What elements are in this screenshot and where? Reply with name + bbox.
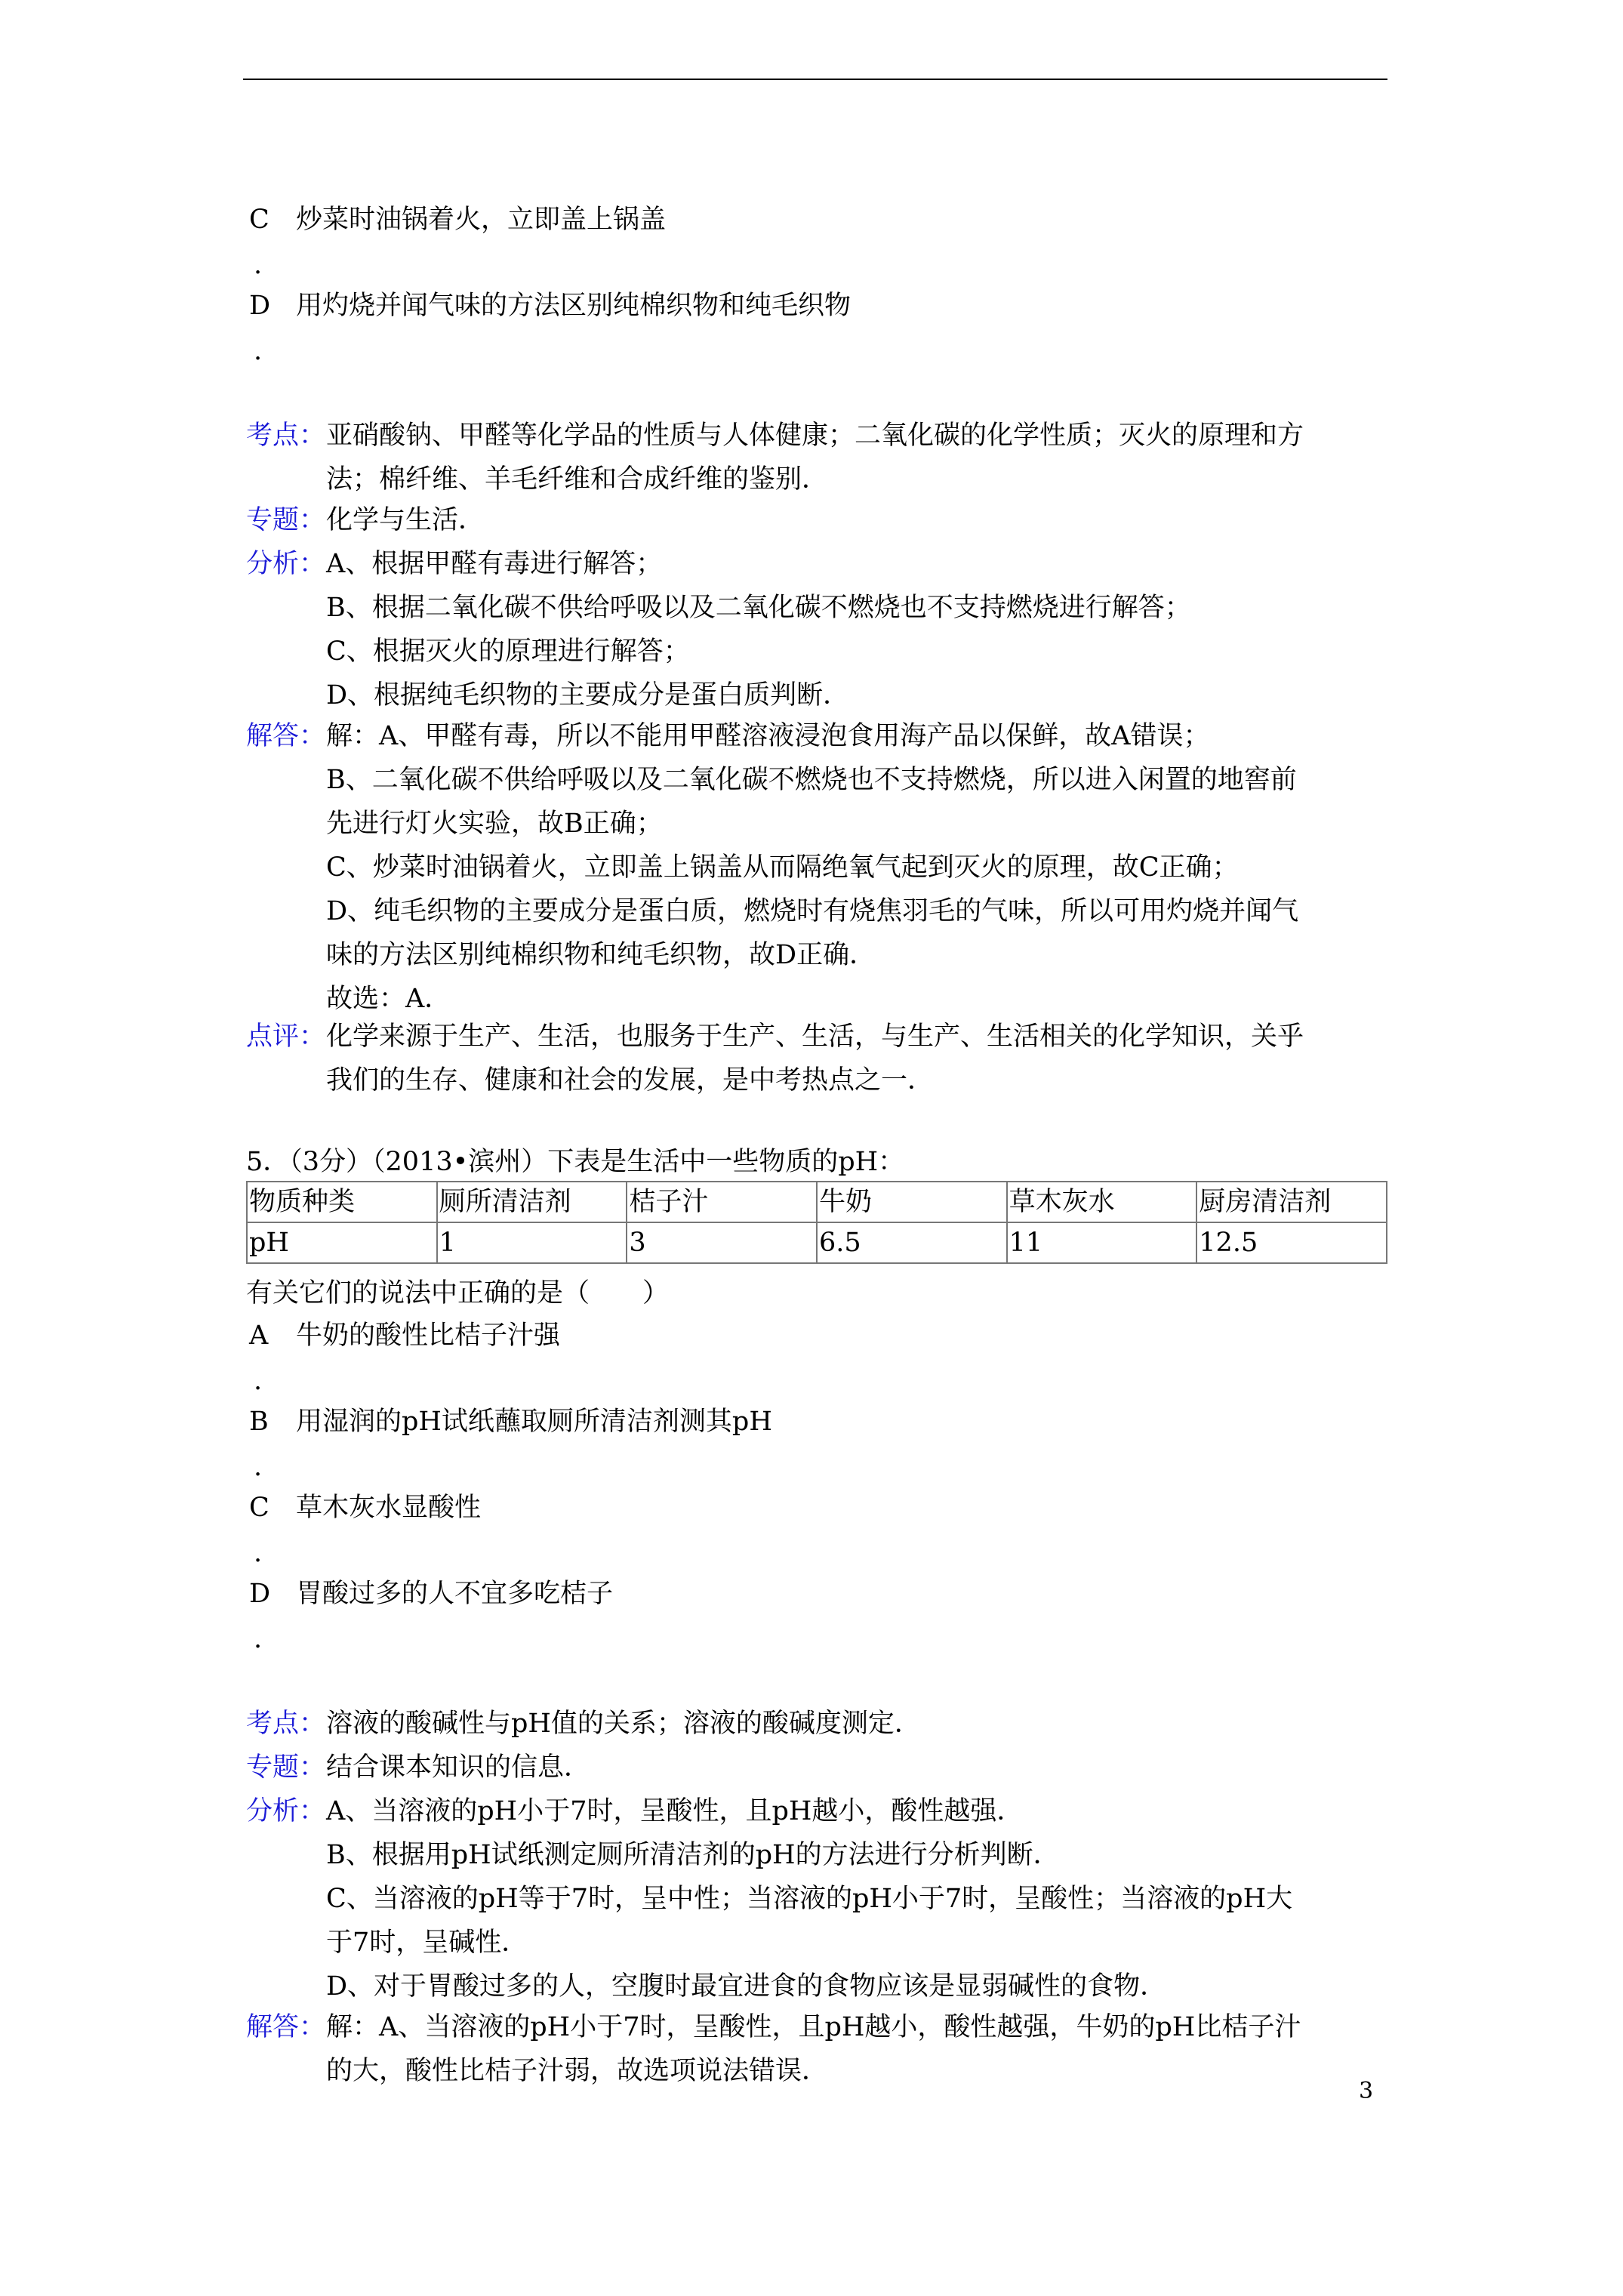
field-line: B、根据用pH试纸测定厕所清洁剂的pH的方法进行分析判断．	[326, 1840, 1060, 1870]
field-line: C、当溶液的pH等于7时，呈中性；当溶液的pH小于7时，呈酸性；当溶液的pH大	[326, 1884, 1293, 1914]
q4-zhuanti	[246, 498, 1394, 542]
field-line: 先进行灯火实验，故B正确；	[326, 809, 663, 839]
q4-option-c	[249, 198, 666, 242]
q5-title: 5．（3分）（2013•滨州）下表是生活中一些物质的pH：	[246, 1147, 905, 1177]
field-line: A、根据甲醛有毒进行解答；	[326, 549, 663, 579]
table-cell: 厨房清洁剂	[1196, 1182, 1387, 1222]
option-dot: .	[254, 250, 263, 280]
field-label: 解答：	[246, 2012, 326, 2042]
field-line: D、对于胃酸过多的人，空腹时最宜进食的食物应该是显弱碱性的食物．	[326, 1971, 1167, 2002]
q5-option-a	[249, 1314, 560, 1358]
option-dot: .	[254, 1366, 263, 1396]
table-cell: pH	[247, 1222, 437, 1263]
table-cell: 11	[1007, 1222, 1197, 1263]
field-line: 亚硝酸钠、甲醛等化学品的性质与人体健康；二氧化碳的化学性质；灭火的原理和方	[326, 421, 1304, 451]
q4-dianping	[246, 1015, 1394, 1102]
field-line: 解：A、甲醛有毒，所以不能用甲醛溶液浸泡食用海产品以保鲜，故A错误；	[326, 721, 1210, 751]
table-row	[247, 1222, 1387, 1263]
field-line: 化学来源于生产、生活，也服务于生产、生活，与生产、生活相关的化学知识，关乎	[326, 1022, 1304, 1052]
table-cell: 厕所清洁剂	[437, 1182, 627, 1222]
option-letter: A	[249, 1321, 269, 1351]
option-text: 牛奶的酸性比桔子汁强	[296, 1321, 561, 1351]
field-label: 专题：	[246, 505, 326, 535]
q5-option-c	[249, 1486, 481, 1530]
option-text: 用灼烧并闻气味的方法区别纯棉织物和纯毛织物	[296, 291, 852, 321]
table-cell: 12.5	[1196, 1222, 1387, 1263]
field-label: 分析：	[246, 549, 326, 579]
table-header-row	[247, 1182, 1387, 1222]
header-rule	[243, 79, 1387, 80]
table-cell: 3	[627, 1222, 817, 1263]
option-text: 草木灰水显酸性	[296, 1493, 482, 1523]
field-line: 味的方法区别纯棉织物和纯毛织物，故D正确．	[326, 940, 876, 970]
q4-kaodian	[246, 414, 1394, 501]
option-letter: C	[249, 205, 269, 235]
field-label: 专题：	[246, 1752, 326, 1783]
option-text: 胃酸过多的人不宜多吃桔子	[296, 1579, 614, 1609]
q5-zhuanti	[246, 1746, 1394, 1789]
table-cell: 物质种类	[247, 1182, 437, 1222]
field-line: 故选：A．	[326, 984, 451, 1014]
option-dot: .	[254, 1624, 263, 1654]
option-text: 用湿润的pH试纸蘸取厕所清洁剂测其pH	[296, 1407, 772, 1437]
option-dot: .	[254, 1538, 263, 1568]
option-letter: B	[249, 1407, 269, 1437]
field-line: A、当溶液的pH小于7时，呈酸性，且pH越小，酸性越强．	[326, 1796, 1024, 1826]
field-line: C、炒菜时油锅着火，立即盖上锅盖从而隔绝氧气起到灭火的原理，故C正确；	[326, 852, 1239, 883]
table-cell: 6.5	[817, 1222, 1007, 1263]
option-letter: D	[249, 1579, 271, 1609]
field-line: D、纯毛织物的主要成分是蛋白质，燃烧时有烧焦羽毛的气味，所以可用灼烧并闻气	[326, 896, 1299, 926]
field-line: 法；棉纤维、羊毛纤维和合成纤维的鉴别．	[326, 464, 829, 495]
q4-option-d	[249, 284, 851, 328]
q5-jieda	[246, 2005, 1394, 2093]
field-line: C、根据灭火的原理进行解答；	[326, 636, 690, 667]
field-line: 化学与生活．	[326, 505, 485, 535]
field-line: B、二氧化碳不供给呼吸以及二氧化碳不燃烧也不支持燃烧，所以进入闲置的地窖前	[326, 765, 1297, 795]
table-cell: 桔子汁	[627, 1182, 817, 1222]
field-label: 考点：	[246, 1709, 326, 1739]
q5-kaodian	[246, 1702, 1394, 1746]
option-letter: D	[249, 291, 271, 321]
field-line: 于7时，呈碱性．	[326, 1928, 528, 1958]
q5-option-b	[249, 1400, 772, 1444]
field-label: 分析：	[246, 1796, 326, 1826]
table-cell: 牛奶	[817, 1182, 1007, 1222]
field-label: 点评：	[246, 1022, 326, 1052]
option-dot: .	[254, 1452, 263, 1482]
option-dot: .	[254, 336, 263, 366]
q5-fenxi	[246, 1789, 1394, 2008]
q5-option-d	[249, 1572, 613, 1616]
field-line: B、根据二氧化碳不供给呼吸以及二氧化碳不燃烧也不支持燃烧进行解答；	[326, 593, 1191, 623]
field-line: 解：A、当溶液的pH小于7时，呈酸性，且pH越小，酸性越强，牛奶的pH比桔子汁	[326, 2012, 1301, 2042]
q4-fenxi	[246, 542, 1394, 717]
option-letter: C	[249, 1493, 269, 1523]
field-line: 我们的生存、健康和社会的发展，是中考热点之一．	[326, 1065, 935, 1096]
field-line: 的大，酸性比桔子汁弱，故选项说法错误．	[326, 2056, 829, 2086]
field-label: 解答：	[246, 721, 326, 751]
q5-stem: 有关它们的说法中正确的是（ ）	[246, 1278, 670, 1308]
table-cell: 草木灰水	[1007, 1182, 1197, 1222]
field-label: 考点：	[246, 421, 326, 451]
table-cell: 1	[437, 1222, 627, 1263]
option-text: 炒菜时油锅着火，立即盖上锅盖	[296, 205, 667, 235]
field-line: 溶液的酸碱性与pH值的关系；溶液的酸碱度测定．	[326, 1709, 921, 1739]
page-number: 3	[1359, 2078, 1374, 2104]
field-line: 结合课本知识的信息．	[326, 1752, 591, 1783]
ph-table	[246, 1181, 1387, 1264]
q4-jieda	[246, 714, 1394, 1021]
field-line: D、根据纯毛织物的主要成分是蛋白质判断．	[326, 680, 850, 710]
